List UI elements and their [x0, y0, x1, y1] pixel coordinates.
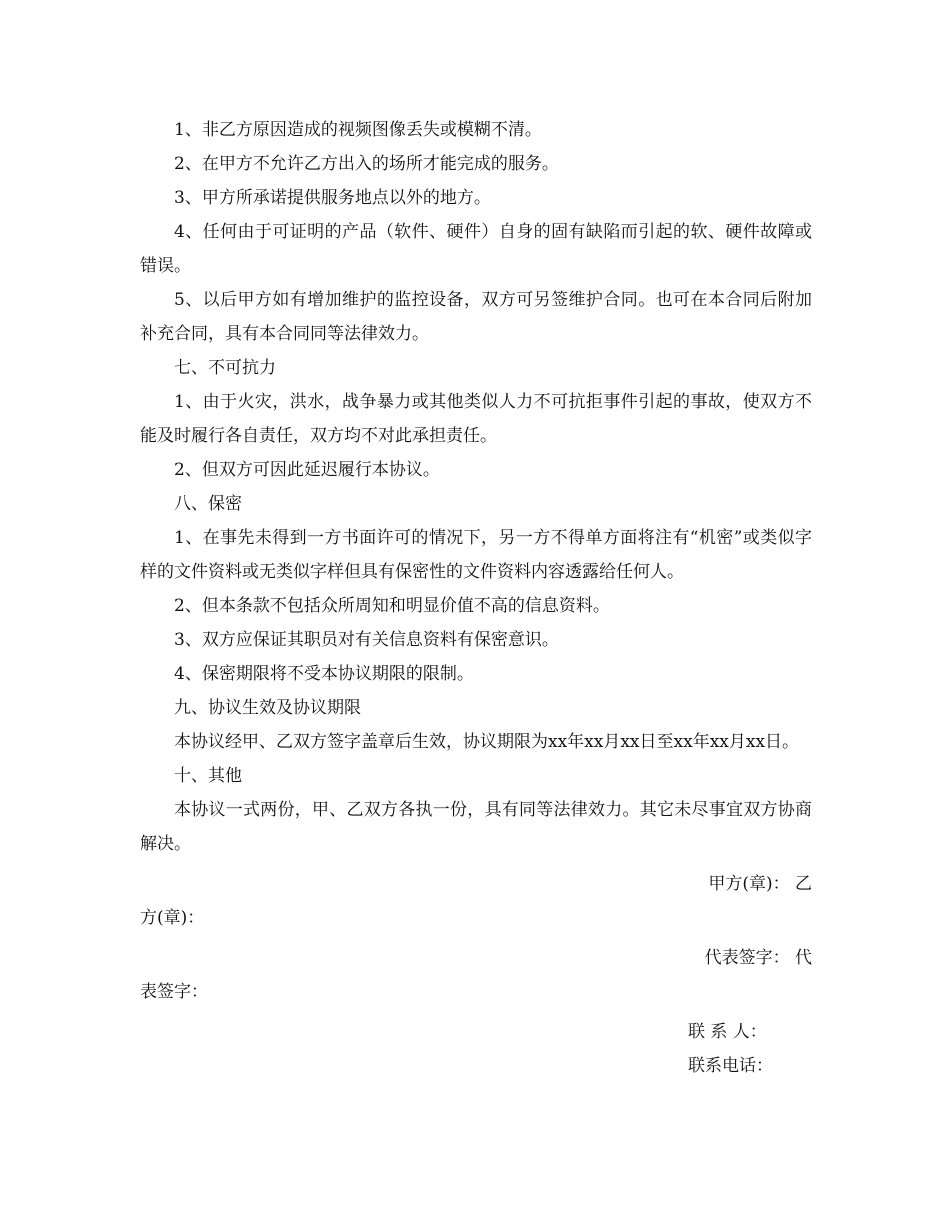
clause-6-item-4: 4、任何由于可证明的产品（软件、硬件）自身的固有缺陷而引起的软、硬件故障或错误。 — [140, 222, 812, 276]
clause-7-item-2: 2、但双方可因此延迟履行本协议。 — [174, 460, 440, 480]
signature-party-line: 甲方(章)： 乙 — [708, 874, 812, 894]
clause-7-item-1: 1、由于火灾，洪水，战争暴力或其他类似人力不可抗拒事件引起的事故，使双方不能及时履行各自责任，双方均不对此承担责任。 — [140, 392, 812, 446]
clause-8-item-3: 3、双方应保证其职员对有关信息资料有保密意识。 — [174, 630, 559, 650]
section-heading-force-majeure: 七、不可抗力 — [174, 358, 276, 378]
signature-party-line-wrap: 方(章)： — [140, 908, 205, 928]
clause-9-body: 本协议经甲、乙双方签字盖章后生效，协议期限为xx年xx月xx日至xx年xx月xx日。 — [174, 732, 800, 752]
contact-person-label: 联 系 人： — [688, 1022, 767, 1042]
signature-rep-line: 代表签字： 代 — [704, 948, 812, 968]
clause-8-item-2: 2、但本条款不包括众所周知和明显价值不高的信息资料。 — [174, 596, 610, 616]
section-heading-other: 十、其他 — [174, 766, 242, 786]
clause-6-item-2: 2、在甲方不允许乙方出入的场所才能完成的服务。 — [174, 154, 559, 174]
section-heading-effect-and-term: 九、协议生效及协议期限 — [174, 698, 361, 718]
signature-rep-line-wrap: 表签字： — [140, 982, 208, 1002]
clause-8-item-4: 4、保密期限将不受本协议期限的限制。 — [174, 664, 474, 684]
clause-6-item-3: 3、甲方所承诺提供服务地点以外的地方。 — [174, 188, 491, 208]
clause-10-body: 本协议一式两份，甲、乙双方各执一份，具有同等法律效力。其它未尽事宜双方协商解决。 — [140, 800, 812, 854]
clause-6-item-1: 1、非乙方原因造成的视频图像丢失或模糊不清。 — [174, 120, 542, 140]
contact-phone-label: 联系电话： — [688, 1056, 773, 1076]
section-heading-confidentiality: 八、保密 — [174, 494, 242, 514]
clause-6-item-5: 5、以后甲方如有增加维护的监控设备，双方可另签维护合同。也可在本合同后附加补充合同，具有本合同同等法律效力。 — [140, 290, 812, 344]
clause-8-item-1: 1、在事先未得到一方书面许可的情况下，另一方不得单方面将注有“机密”或类似字样的文件资料或无类似字样但具有保密性的文件资料内容透露给任何人。 — [140, 528, 812, 582]
document-body — [140, 113, 812, 1083]
